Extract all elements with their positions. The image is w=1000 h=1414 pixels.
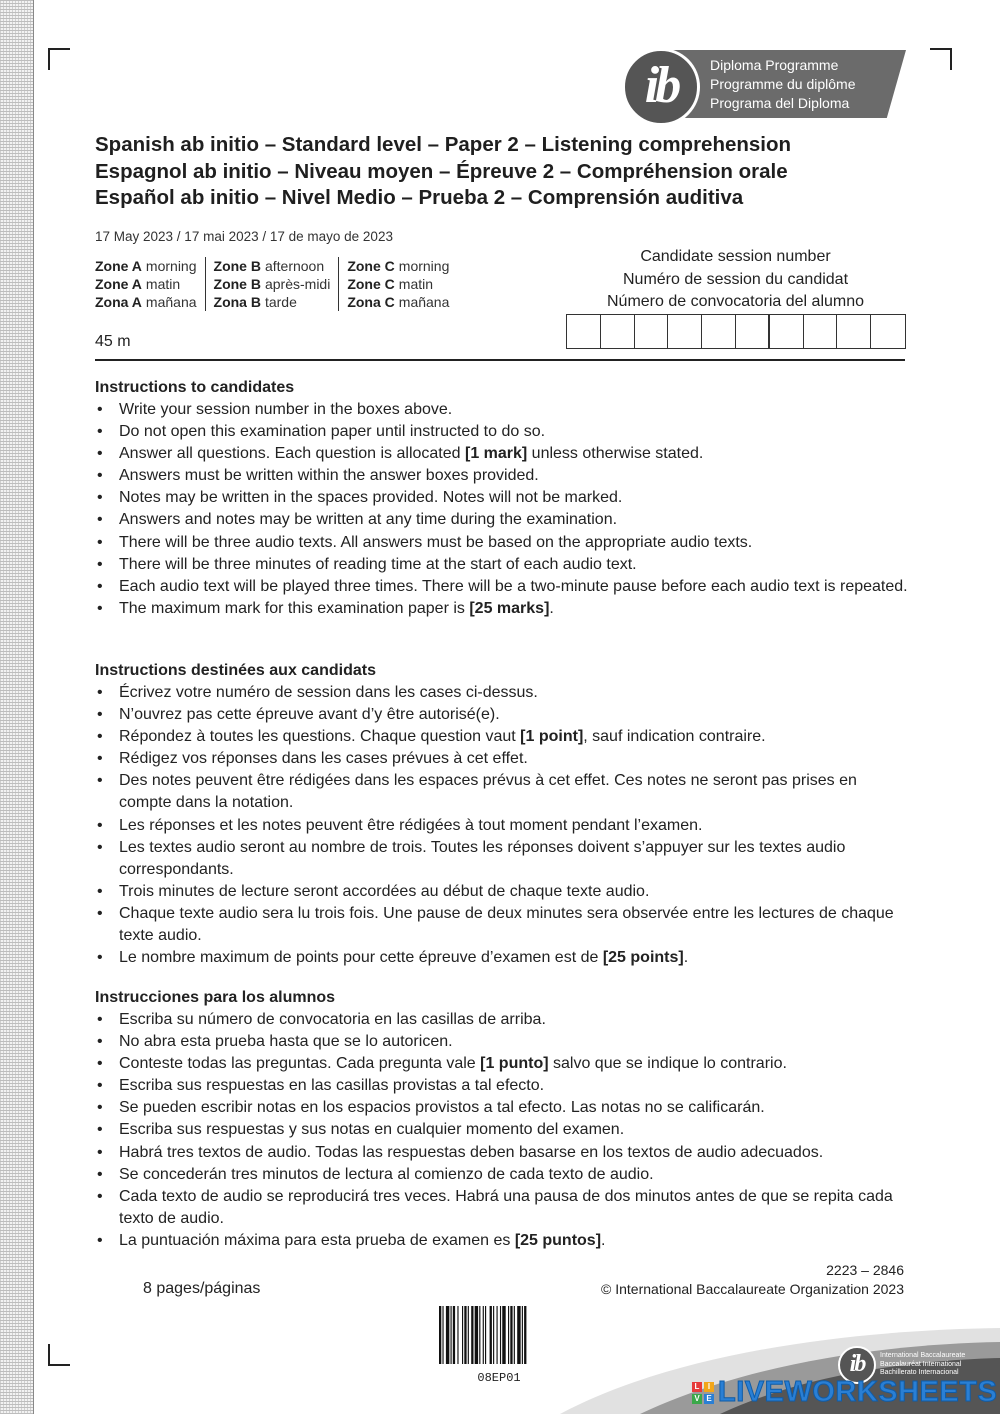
zone-name: Zona C xyxy=(347,294,395,310)
instruction-marks: [1 point] xyxy=(520,728,584,746)
zone-time: matin xyxy=(398,276,434,292)
instruction-item: • Answers and notes may be written at any time during the examination. xyxy=(95,509,910,531)
zone-row xyxy=(95,293,197,311)
instruction-marks: [25 puntos] xyxy=(514,1231,602,1249)
candidate-label-line: Numéro de session du candidat xyxy=(622,270,849,288)
zone-name: Zone C xyxy=(347,258,395,274)
instructions-heading: Instructions to candidates xyxy=(95,379,295,396)
watermark-tile: V xyxy=(692,1394,702,1404)
watermark-logo-tiles xyxy=(692,1382,714,1404)
title-french: Espagnol ab initio – Niveau moyen – Épreuve 2 – Compréhension orale xyxy=(95,159,788,183)
zone-row xyxy=(95,257,197,275)
instruction-list xyxy=(95,399,910,620)
crop-mark-top-left xyxy=(48,48,70,70)
instructions-english xyxy=(95,377,910,620)
watermark-tile: E xyxy=(704,1394,714,1404)
session-digit-box[interactable] xyxy=(635,315,669,348)
zone-time: matin xyxy=(145,276,181,292)
instruction-item xyxy=(95,1230,910,1252)
instruction-item: • Écrivez votre numéro de session dans les cases ci-dessus. xyxy=(95,682,910,704)
instruction-item: • Escriba sus respuestas en las casillas provistas a tal efecto. xyxy=(95,1075,910,1097)
zone-column-c xyxy=(338,257,457,311)
instruction-item: • Des notes peuvent être rédigées dans les espaces prévus à cet effet. Ces notes ne seront pas prises en compte dans la notation. xyxy=(95,770,910,814)
instructions-heading: Instrucciones para los alumnos xyxy=(95,989,336,1006)
instruction-marks: [1 mark] xyxy=(464,445,528,463)
instruction-item: • Chaque texte audio sera lu trois fois. Une pause de deux minutes sera observée entre les lectures de chaque texte audio. xyxy=(95,903,910,947)
title-english: Spanish ab initio – Standard level – Paper 2 – Listening comprehension xyxy=(95,133,792,156)
session-number-boxes xyxy=(566,314,906,349)
session-digit-box[interactable] xyxy=(871,315,905,348)
instruction-item: • Notes may be written in the spaces provided. Notes will not be marked. xyxy=(95,487,910,509)
zone-time: mañana xyxy=(398,294,450,310)
instruction-list xyxy=(95,1009,910,1252)
instruction-item: • Escriba sus respuestas y sus notas en cualquier momento del examen. xyxy=(95,1119,910,1141)
instruction-item: • Les textes audio seront au nombre de trois. Toutes les réponses doivent s’appuyer sur les textes audio correspondants. xyxy=(95,837,910,881)
session-digit-box[interactable] xyxy=(837,315,871,348)
instruction-item: • Habrá tres textos de audio. Todas las respuestas deben basarse en los textos de audio adecuados. xyxy=(95,1142,910,1164)
ib-logo: ib xyxy=(622,48,700,126)
zone-time: afternoon xyxy=(264,258,325,274)
exam-date: 17 May 2023 / 17 mai 2023 / 17 de mayo de 2023 xyxy=(95,229,393,244)
zone-name: Zone A xyxy=(95,276,142,292)
session-digit-box[interactable] xyxy=(668,315,702,348)
instruction-item: • Rédigez vos réponses dans les cases prévues à cet effet. xyxy=(95,748,910,770)
candidate-session-label xyxy=(566,246,905,314)
zone-column-a xyxy=(95,257,205,311)
programme-line: Programa del Diploma xyxy=(710,95,850,111)
programme-line: Diploma Programme xyxy=(710,57,839,73)
instruction-item: • Se concederán tres minutos de lectura al comienzo de cada texto de audio. xyxy=(95,1164,910,1186)
header-divider xyxy=(95,359,905,361)
instruction-text: La puntuación máxima para esta prueba de examen es xyxy=(119,1231,515,1249)
instruction-text: The maximum mark for this examination paper is xyxy=(119,599,470,617)
session-digit-box[interactable] xyxy=(804,315,838,348)
barcode-bars xyxy=(438,1306,560,1364)
zone-name: Zona B xyxy=(213,294,261,310)
scan-edge-strip xyxy=(0,0,34,1414)
programme-names xyxy=(710,56,856,113)
instruction-text: Le nombre maximum de points pour cette épreuve d’examen est de xyxy=(119,949,603,967)
title-spanish: Español ab initio – Nivel Medio – Prueba 2 – Comprensión auditiva xyxy=(95,186,744,209)
instruction-text: . xyxy=(601,1231,606,1249)
instruction-text: unless otherwise stated. xyxy=(527,445,704,463)
instruction-text: Answer all questions. Each question is allocated xyxy=(119,445,465,463)
session-digit-box[interactable] xyxy=(567,315,601,348)
zone-row xyxy=(214,293,331,311)
zone-row xyxy=(95,275,197,293)
session-digit-box[interactable] xyxy=(702,315,736,348)
instruction-item: • Les réponses et les notes peuvent être rédigées à tout moment pendant l’examen. xyxy=(95,815,910,837)
zone-column-b xyxy=(205,257,339,311)
instructions-spanish xyxy=(95,987,910,1252)
instruction-text: Conteste todas las preguntas. Cada pregunta vale xyxy=(119,1055,481,1073)
crop-mark-top-right xyxy=(930,48,952,70)
ib-org-line: Baccalauréat International xyxy=(880,1360,962,1368)
zone-name: Zone A xyxy=(95,258,142,274)
instruction-text: Répondez à toutes les questions. Chaque question vaut xyxy=(119,728,521,746)
zone-row xyxy=(347,257,449,275)
instruction-item: • N’ouvrez pas cette épreuve avant d’y être autorisé(e). xyxy=(95,704,910,726)
session-digit-box[interactable] xyxy=(601,315,635,348)
instruction-marks: [25 points] xyxy=(602,949,684,967)
page-count: 8 pages/páginas xyxy=(143,1280,261,1297)
zone-time: morning xyxy=(145,258,197,274)
ib-org-line: Bachillerato Internacional xyxy=(880,1369,959,1377)
zone-row xyxy=(347,293,449,311)
watermark-tile: L xyxy=(692,1382,702,1392)
instruction-item xyxy=(95,947,910,969)
candidate-label-line: Número de convocatoria del alumno xyxy=(606,293,865,310)
instruction-item: • Each audio text will be played three times. There will be a two-minute pause before each audio text is repeated. xyxy=(95,576,910,598)
instruction-marks: [25 marks] xyxy=(469,599,550,617)
liveworksheets-watermark xyxy=(692,1376,997,1409)
instruction-item xyxy=(95,1053,910,1075)
barcode xyxy=(438,1306,560,1385)
instruction-item xyxy=(95,443,910,465)
zone-row xyxy=(347,275,449,293)
instruction-item: • Cada texto de audio se reproducirá tres veces. Habrá una pausa de dos minutos antes de que se repita cada texto de audio. xyxy=(95,1186,910,1230)
zone-time: tarde xyxy=(264,294,297,310)
candidate-label-line: Candidate session number xyxy=(640,248,831,265)
zone-table xyxy=(95,257,457,311)
instruction-text: . xyxy=(549,599,554,617)
instruction-item: • Se pueden escribir notas en los espacios provistos a tal efecto. Las notas no se calificarán. xyxy=(95,1097,910,1119)
session-digit-box[interactable] xyxy=(736,315,770,348)
zone-time: morning xyxy=(398,258,450,274)
instructions-french xyxy=(95,660,910,969)
instruction-marks: [1 punto] xyxy=(480,1055,549,1073)
instruction-item: • Trois minutes de lecture seront accordées au début de chaque texte audio. xyxy=(95,881,910,903)
programme-line: Programme du diplôme xyxy=(710,76,856,92)
instruction-item: • Escriba su número de convocatoria en las casillas de arriba. xyxy=(95,1009,910,1031)
zone-time: après-midi xyxy=(264,276,331,292)
instruction-text: , sauf indication contraire. xyxy=(583,728,766,746)
exam-duration: 45 m xyxy=(95,333,131,350)
instruction-item xyxy=(95,598,910,620)
instruction-item: • Answers must be written within the answer boxes provided. xyxy=(95,465,910,487)
paper-titles xyxy=(95,132,791,212)
zone-row xyxy=(214,275,331,293)
ib-programme-banner xyxy=(620,48,906,126)
instruction-item: • There will be three audio texts. All answers must be based on the appropriate audio texts. xyxy=(95,532,910,554)
instruction-item: • No abra esta prueba hasta que se lo autoricen. xyxy=(95,1031,910,1053)
copyright: © International Baccalaureate Organization 2023 xyxy=(601,1281,904,1297)
instruction-text: . xyxy=(683,949,689,967)
zone-name: Zone B xyxy=(213,276,261,292)
zone-name: Zone C xyxy=(347,276,395,292)
instruction-list xyxy=(95,682,910,969)
ib-organisation-names xyxy=(880,1352,965,1378)
watermark-text: LIVEWORKSHEETS xyxy=(718,1376,998,1408)
ib-org-line: International Baccalaureate xyxy=(880,1352,966,1360)
watermark-tile: I xyxy=(704,1382,714,1392)
instruction-item xyxy=(95,726,910,748)
instructions-heading: Instructions destinées aux candidats xyxy=(95,662,376,679)
instruction-text: salvo que se indique lo contrario. xyxy=(548,1055,787,1073)
barcode-label: 08EP01 xyxy=(477,1371,521,1385)
instruction-item: • Do not open this examination paper until instructed to do so. xyxy=(95,421,910,443)
paper-code: 2223 – 2846 xyxy=(826,1262,904,1278)
session-digit-box[interactable] xyxy=(770,315,804,348)
zone-time: mañana xyxy=(145,294,197,310)
instruction-item: • There will be three minutes of reading time at the start of each audio text. xyxy=(95,554,910,576)
ib-logo-small: ib xyxy=(838,1346,876,1384)
instruction-item: • Write your session number in the boxes above. xyxy=(95,399,910,421)
zone-name: Zone B xyxy=(213,258,261,274)
zone-name: Zona A xyxy=(95,294,142,310)
zone-row xyxy=(214,257,331,275)
crop-mark-bottom-left xyxy=(48,1344,70,1366)
